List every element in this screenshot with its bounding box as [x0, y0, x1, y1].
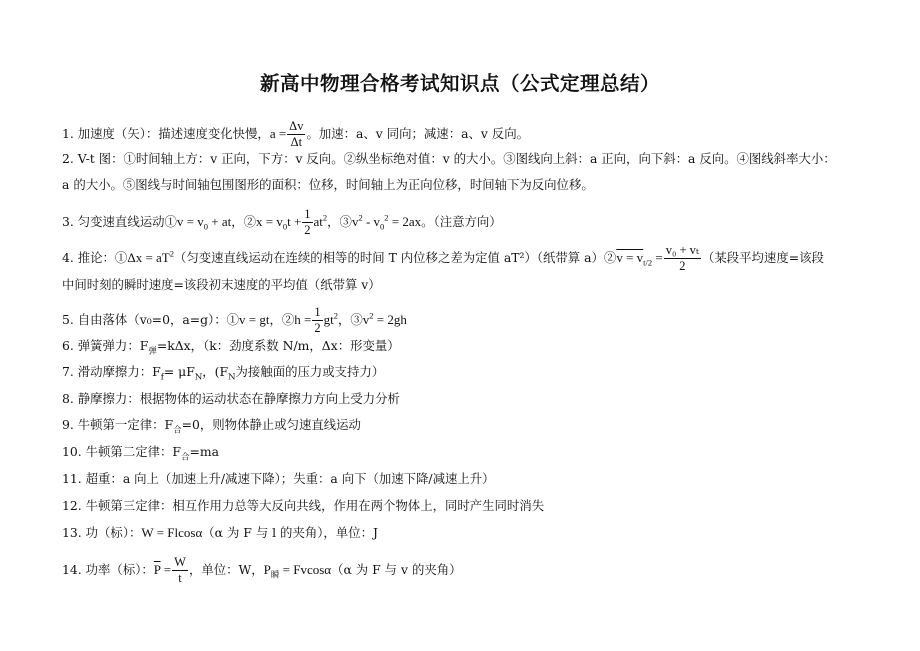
item-2-vt-graph-cont: a 的大小。⑤图线与时间轴包围图形的面积：位移，时间轴上为正向位移，时间轴下为反向位移。: [62, 177, 594, 192]
item-3-uniform-acceleration: 3. 匀变速直线运动①v = $v_0$ + at，②x = $v_0t$ + $\frac{1}{2}$ $at^2$，$③v^2 - v_0^2 = 2ax$。（注意方向）: [62, 207, 502, 237]
fraction-dv-dt: $\frac{\Delta v}{\Delta t}$: [289, 119, 304, 149]
item-1-acceleration: 1. 加速度（矢）：描述速度变化快慢，a = $\frac{\Delta v}{\Delta t}$ 。加速：a、v 同向；减速：a、v 反向。: [62, 119, 529, 149]
item-11-overweight-weightless: 11. 超重：a 向上（加速上升/减速下降）；失重：a 向下（加速下降/减速上升）: [62, 471, 495, 486]
item-8-static-friction: 8. 静摩擦力：根据物体的运动状态在静摩擦力方向上受力分析: [62, 391, 400, 406]
fraction-w-over-t: $\frac{W}{t}$: [174, 555, 186, 585]
item-9-newton-first-law: 9. 牛顿第一定律：$F_合=0$，则物体静止或匀速直线运动: [62, 417, 361, 436]
item-6-spring-force: 6. 弹簧弹力：$F_弹=k\Delta x$，（k：劲度系数 N/m，Δx：形变量）: [62, 338, 400, 357]
fraction-one-half: $\frac{1}{2}$: [304, 207, 311, 237]
item-5-free-fall: 5. 自由落体（v₀=0，a=g）：①v = gt，②h = $\frac{1}{2}$ $gt^2$，$③v^2 = 2gh$: [62, 305, 407, 335]
item-4-corollary: 4. 推论：①Δx = $aT^2$（匀变速直线运动在连续的相等的时间 T 内位移之差为定值 aT²）（纸带算 a）②v = $v_{t/2}$ = $\frac{\text{v₀ + vₜ}}{2}$ （某段平均速度=该段: [62, 243, 824, 273]
item-12-newton-third-law: 12. 牛顿第三定律：相互作用力总等大反向共线，作用在两个物体上，同时产生同时消失: [62, 498, 545, 513]
fraction-one-half-freefall: $\frac{1}{2}$: [314, 305, 321, 335]
item-2-vt-graph: 2. V-t 图：①时间轴上方：v 正向，下方：v 反向。②纵坐标绝对值：v 的大小。③图线向上斜：a 正向，向下斜：a 反向。④图线斜率大小：: [62, 151, 836, 166]
item-7-sliding-friction: 7. 滑动摩擦力：$F_f= \mu F_N$，($F_N$为接触面的压力或支持力）: [62, 364, 385, 383]
item-14-power: 14. 功率（标）：$\overline{P}$ = $\frac{W}{t}$ ，单位：W，$P_瞬 = Fvcos\alpha(\alpha$ 为 F 与 v 的夹角）: [62, 555, 462, 585]
fraction-average-velocity: $\frac{\text{v₀ + vₜ}}{2}$: [665, 243, 699, 273]
item-13-work: 13. 功（标）：W = Flcosα（α 为 F 与 l 的夹角），单位：J: [62, 525, 378, 540]
item-10-newton-second-law: 10. 牛顿第二定律：$F_合=ma$: [62, 444, 220, 463]
item-4-corollary-cont: 中间时刻的瞬时速度=该段初末速度的平均值（纸带算 v）: [62, 277, 381, 292]
page-title: 新高中物理合格考试知识点（公式定理总结）: [259, 72, 660, 95]
